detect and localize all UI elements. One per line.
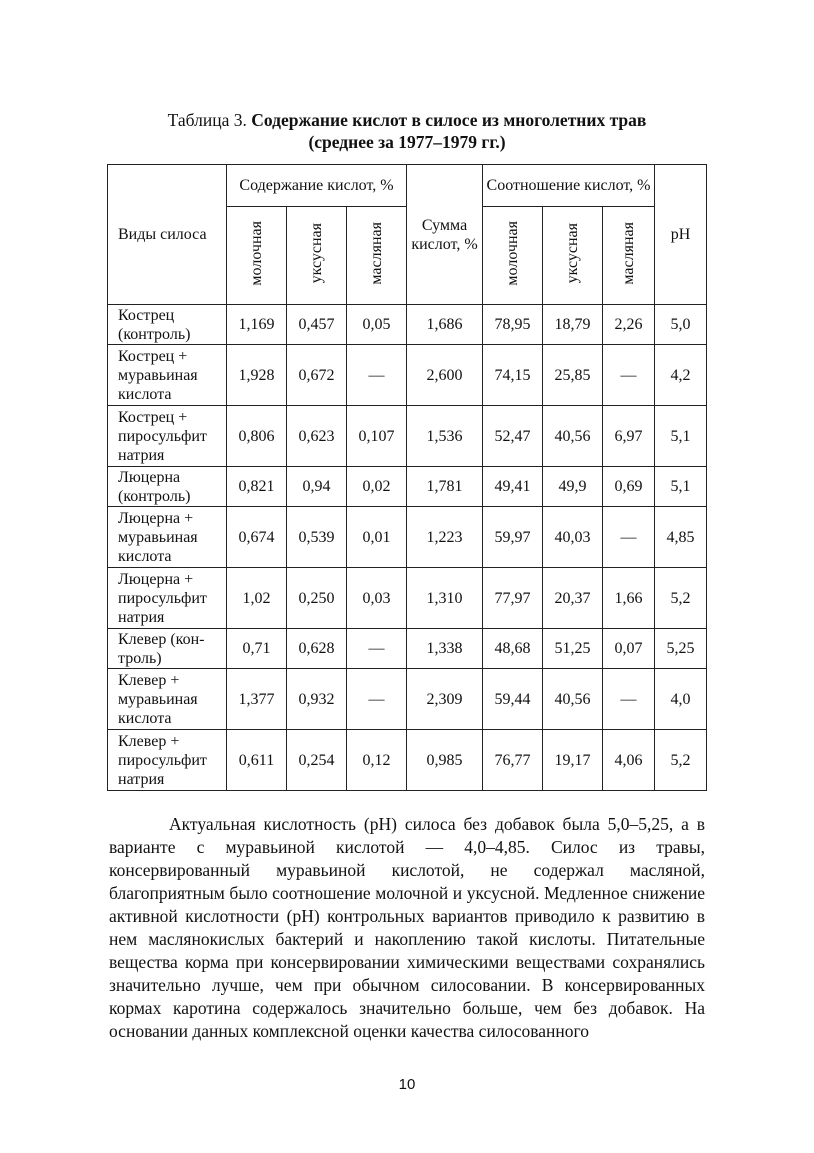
- table-cell: 2,600: [407, 345, 483, 406]
- table-cell: 2,26: [603, 305, 655, 345]
- header-ratio-group: Соотношение кислот, %: [483, 165, 655, 207]
- table-cell: 0,250: [287, 568, 347, 629]
- table-cell: 1,310: [407, 568, 483, 629]
- table-cell: 0,932: [287, 669, 347, 730]
- table-cell: 49,9: [543, 467, 603, 507]
- table-cell: 78,95: [483, 305, 543, 345]
- table-cell: 59,97: [483, 507, 543, 568]
- table-cell: 5,2: [655, 568, 707, 629]
- table-cell: 1,781: [407, 467, 483, 507]
- table-cell: 1,928: [227, 345, 287, 406]
- table-cell: 6,97: [603, 406, 655, 467]
- table-row: [108, 507, 707, 568]
- header-ratio-acetic: уксусная: [543, 207, 603, 305]
- table-cell: 0,806: [227, 406, 287, 467]
- table-cell: 5,2: [655, 730, 707, 791]
- table-cell: 5,0: [655, 305, 707, 345]
- table-cell: 0,02: [347, 467, 407, 507]
- table-cell: 76,77: [483, 730, 543, 791]
- page-number: 10: [398, 1076, 416, 1093]
- table-cell: 48,68: [483, 629, 543, 669]
- caption-title: Содержание кислот в силосе из многолетних трав: [251, 110, 647, 130]
- table-cell: 49,41: [483, 467, 543, 507]
- acid-content-table: [107, 164, 707, 791]
- table-row: [108, 345, 707, 406]
- table-cell: 0,821: [227, 467, 287, 507]
- table-row: [108, 669, 707, 730]
- table-cell: 40,56: [543, 406, 603, 467]
- row-species-name: Люцерна + пиросульфит натрия: [108, 568, 227, 629]
- header-content-acetic: уксусная: [287, 207, 347, 305]
- table-cell: 0,05: [347, 305, 407, 345]
- table-row: [108, 467, 707, 507]
- table-cell: 1,536: [407, 406, 483, 467]
- table-cell: 0,611: [227, 730, 287, 791]
- table-cell: 20,37: [543, 568, 603, 629]
- table-cell: 74,15: [483, 345, 543, 406]
- row-species-name: Люцерна (контроль): [108, 467, 227, 507]
- header-content-group: Содержание кислот, %: [227, 165, 407, 207]
- table-cell: 0,07: [603, 629, 655, 669]
- table-cell: 59,44: [483, 669, 543, 730]
- caption-subtitle: (среднее за 1977–1979 гг.): [308, 132, 506, 152]
- row-species-name: Люцерна + муравьиная кислота: [108, 507, 227, 568]
- table-row: [108, 629, 707, 669]
- table-cell: 0,539: [287, 507, 347, 568]
- table-cell: 19,17: [543, 730, 603, 791]
- caption-prefix: Таблица 3.: [167, 110, 247, 130]
- row-species-name: Кострец + муравьиная кислота: [108, 345, 227, 406]
- table-cell: 51,25: [543, 629, 603, 669]
- table-cell: —: [603, 507, 655, 568]
- table-cell: 1,377: [227, 669, 287, 730]
- table-cell: 0,672: [287, 345, 347, 406]
- table-cell: 4,85: [655, 507, 707, 568]
- header-ratio-lactic: молочная: [483, 207, 543, 305]
- row-species-name: Клевер + муравьиная кислота: [108, 669, 227, 730]
- table-cell: 5,1: [655, 467, 707, 507]
- row-species-name: Клевер + пиросульфит натрия: [108, 730, 227, 791]
- table-cell: 1,66: [603, 568, 655, 629]
- table-cell: 0,01: [347, 507, 407, 568]
- header-content-lactic: молочная: [227, 207, 287, 305]
- table-cell: 2,309: [407, 669, 483, 730]
- table-row: [108, 730, 707, 791]
- table-cell: 0,69: [603, 467, 655, 507]
- table-cell: 5,1: [655, 406, 707, 467]
- row-species-name: Кострец (контроль): [108, 305, 227, 345]
- table-cell: 25,85: [543, 345, 603, 406]
- table-cell: 0,457: [287, 305, 347, 345]
- table-row: [108, 305, 707, 345]
- table-cell: 4,0: [655, 669, 707, 730]
- table-cell: 77,97: [483, 568, 543, 629]
- header-ratio-butyric: масляная: [603, 207, 655, 305]
- table-cell: —: [603, 345, 655, 406]
- table-cell: 4,2: [655, 345, 707, 406]
- body-paragraph: Актуальная кислотность (pH) силоса без добавок была 5,0–5,25, а в варианте с муравьиной кислотой — 4,0–4,85. Силос из травы, консервированный муравьиной кислотой, не содержал масляной, благоприятным было соотношение молочной и уксусной. Медленное снижение активной кислотности (pH) контрольных вариантов приводило к развитию в нем маслянокислых бактерий и накоплению такой кислоты. Питательные вещества корма при консервировании химическими веществами сохранялись значительно лучше, чем при обычном силосовании. В консервированных кормах каротина содержалось значительно больше, чем без добавок. На основании данных комплексной оценки качества силосованного: [109, 814, 705, 1041]
- table-cell: 1,02: [227, 568, 287, 629]
- table-row: [108, 568, 707, 629]
- row-species-name: Клевер (кон-троль): [108, 629, 227, 669]
- table-cell: 0,12: [347, 730, 407, 791]
- header-species: Виды силоса: [108, 165, 227, 305]
- table-cell: 40,56: [543, 669, 603, 730]
- table-cell: 5,25: [655, 629, 707, 669]
- table-cell: 1,338: [407, 629, 483, 669]
- table-cell: 0,628: [287, 629, 347, 669]
- table-cell: —: [347, 629, 407, 669]
- table-cell: 18,79: [543, 305, 603, 345]
- header-ph: pH: [655, 165, 707, 305]
- table-cell: 1,223: [407, 507, 483, 568]
- table-cell: 0,985: [407, 730, 483, 791]
- table-cell: 0,03: [347, 568, 407, 629]
- table-cell: —: [603, 669, 655, 730]
- table-caption: [0, 109, 814, 153]
- table-cell: 0,94: [287, 467, 347, 507]
- table-cell: 0,674: [227, 507, 287, 568]
- row-species-name: Кострец + пиросульфит натрия: [108, 406, 227, 467]
- table-cell: —: [347, 345, 407, 406]
- table-cell: 0,107: [347, 406, 407, 467]
- table-cell: 40,03: [543, 507, 603, 568]
- caption-line-1: [0, 109, 814, 131]
- table-cell: 1,169: [227, 305, 287, 345]
- caption-line-2: [0, 131, 814, 153]
- table-cell: 1,686: [407, 305, 483, 345]
- header-content-butyric: масляная: [347, 207, 407, 305]
- table-cell: 52,47: [483, 406, 543, 467]
- table-cell: 0,623: [287, 406, 347, 467]
- table-row: [108, 406, 707, 467]
- table-cell: 0,71: [227, 629, 287, 669]
- table-cell: —: [347, 669, 407, 730]
- header-sum: Сумма кислот, %: [407, 165, 483, 305]
- table-cell: 0,254: [287, 730, 347, 791]
- table-cell: 4,06: [603, 730, 655, 791]
